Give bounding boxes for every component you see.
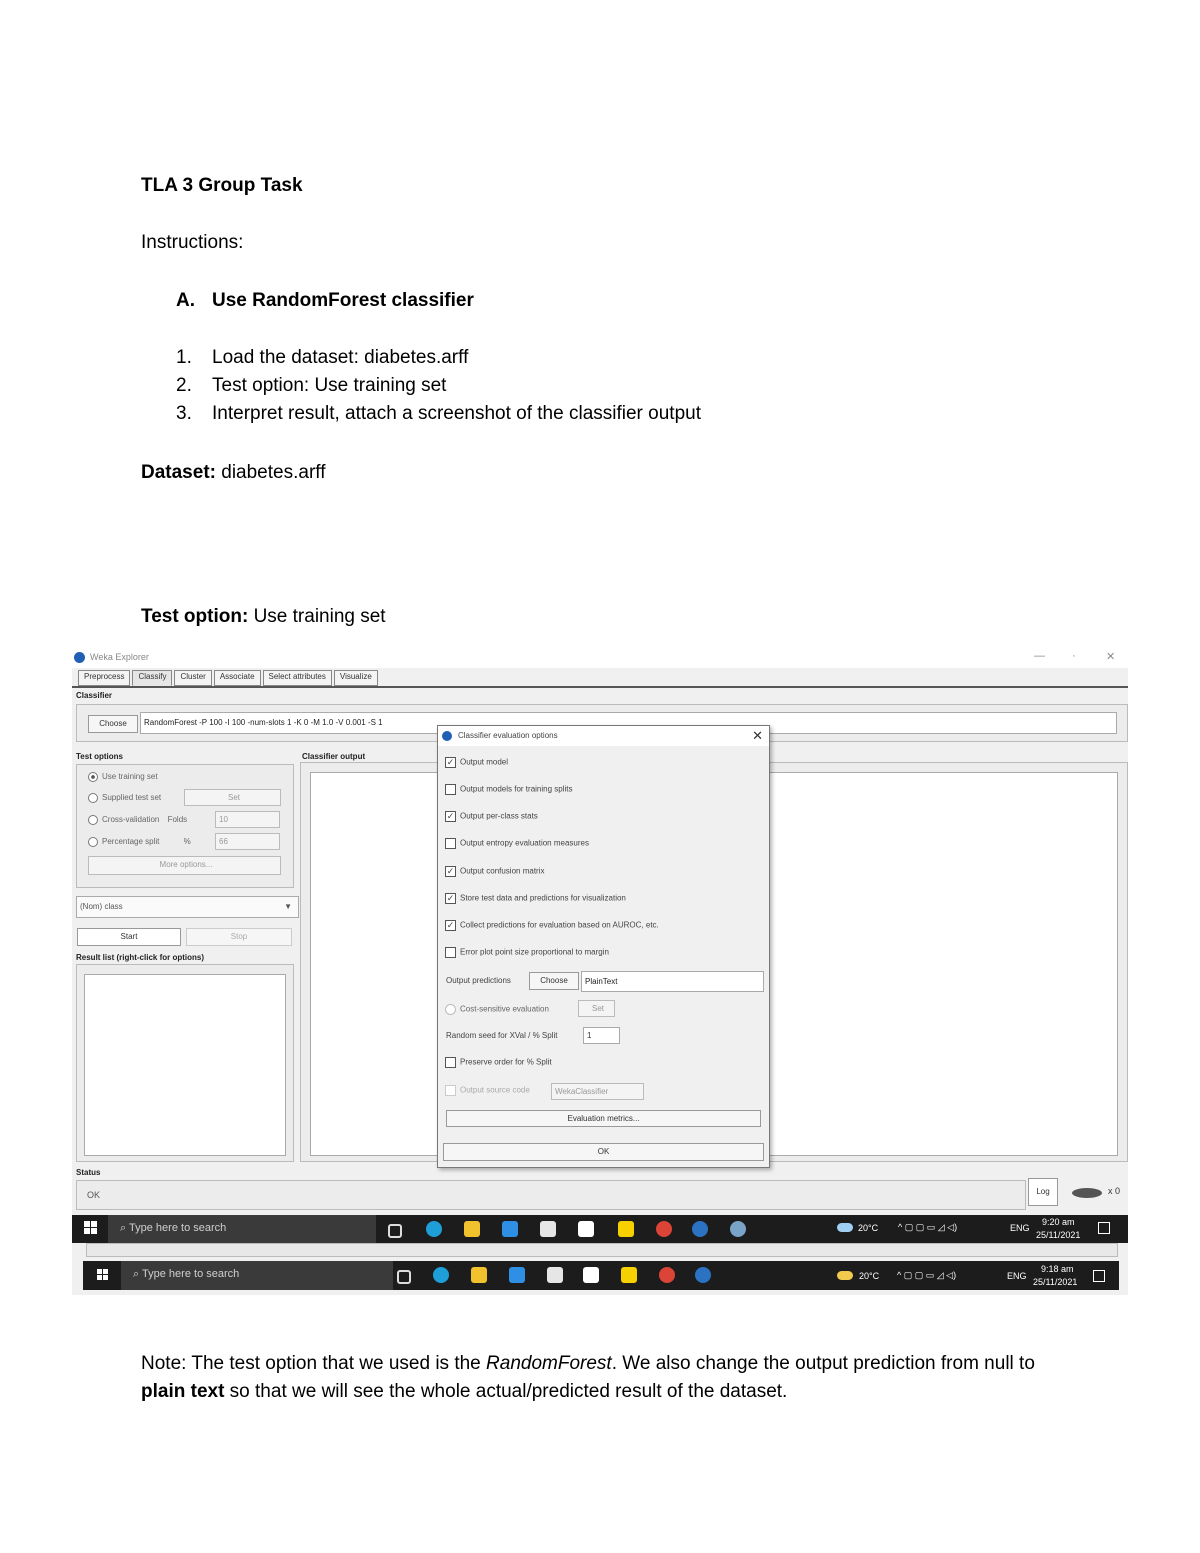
- clock-time: 9:20 am: [1042, 1217, 1075, 1227]
- percent-input[interactable]: 66: [215, 833, 280, 850]
- taskbar-search-input[interactable]: [121, 1261, 393, 1290]
- weka-taskbar-icon[interactable]: [692, 1221, 708, 1237]
- classifier-output-label: Classifier output: [302, 752, 366, 761]
- dialog-close-button[interactable]: ✕: [752, 728, 763, 743]
- percent-label: %: [183, 837, 191, 847]
- option-label: Cost-sensitive evaluation: [460, 1004, 549, 1014]
- evaluation-options-dialog: [437, 725, 770, 1168]
- chrome-icon[interactable]: [656, 1221, 672, 1237]
- stop-button[interactable]: Stop: [186, 928, 292, 946]
- folds-label: Folds: [167, 815, 188, 825]
- option-label: Output confusion matrix: [460, 866, 545, 876]
- output-source-code-option[interactable]: [445, 1085, 530, 1096]
- radio-label: Supplied test set: [102, 793, 162, 803]
- step-number: 3.: [176, 403, 192, 424]
- clock-date: 25/11/2021: [1036, 1230, 1081, 1240]
- edge-icon[interactable]: [433, 1267, 449, 1283]
- sticky-notes-icon[interactable]: [618, 1221, 634, 1237]
- clock-time: 9:18 am: [1041, 1264, 1074, 1274]
- option-output-models-training-splits[interactable]: [445, 784, 573, 795]
- taskbar-lower: [83, 1261, 1119, 1290]
- close-button[interactable]: ✕: [1106, 651, 1116, 663]
- windows-start-icon[interactable]: [84, 1221, 98, 1235]
- list-item: [176, 344, 701, 372]
- section-a-text: Use RandomForest classifier: [212, 290, 474, 311]
- weka-window-title: Weka Explorer: [90, 652, 149, 662]
- checkbox-checked-icon: ✓: [446, 757, 455, 767]
- temperature: 20°C: [858, 1223, 879, 1233]
- step-number: 1.: [176, 347, 192, 368]
- option-label: Collect predictions for evaluation based on AUROC, etc.: [460, 920, 659, 930]
- radio-cross-validation[interactable]: [88, 815, 187, 825]
- step-number: 2.: [176, 375, 192, 396]
- preserve-order-option[interactable]: [445, 1057, 552, 1068]
- option-output-entropy[interactable]: [445, 838, 589, 849]
- option-label: Output entropy evaluation measures: [460, 838, 589, 848]
- python-icon[interactable]: [730, 1221, 746, 1237]
- radio-icon: [88, 815, 98, 825]
- windows-start-icon[interactable]: [97, 1269, 111, 1283]
- output-predictions-choose-button[interactable]: Choose: [529, 972, 579, 990]
- checkbox-icon: [445, 1004, 456, 1015]
- system-tray-icons[interactable]: ^ ▢ ▢ ▭ ◿ ◁): [897, 1270, 957, 1280]
- random-seed-label: Random seed for XVal / % Split: [446, 1031, 558, 1040]
- option-label: Error plot point size proportional to margin: [460, 947, 609, 957]
- system-tray-icons[interactable]: ^ ▢ ▢ ▭ ◿ ◁): [898, 1222, 958, 1232]
- class-select-value: (Nom) class: [80, 902, 123, 911]
- weka-taskbar-icon[interactable]: [695, 1267, 711, 1283]
- result-list[interactable]: [84, 974, 286, 1156]
- tab-divider: [72, 686, 1128, 688]
- ok-button[interactable]: OK: [443, 1143, 764, 1161]
- section-a-letter: A.: [176, 290, 195, 311]
- output-predictions-field[interactable]: PlainText: [581, 971, 764, 992]
- x-count: x 0: [1108, 1186, 1121, 1196]
- radio-label: Percentage split: [102, 837, 160, 847]
- test-option-label: Test option:: [141, 606, 249, 627]
- sticky-notes-icon[interactable]: [621, 1267, 637, 1283]
- clock-date: 25/11/2021: [1033, 1277, 1078, 1287]
- dialog-titlebar: [438, 726, 769, 746]
- dialog-title: Classifier evaluation options: [458, 731, 558, 740]
- chrome-icon[interactable]: [659, 1267, 675, 1283]
- dataset-line: [141, 459, 326, 487]
- search-icon: ⌕: [133, 1268, 140, 1280]
- cost-set-button[interactable]: Set: [578, 1000, 615, 1017]
- radio-use-training-set[interactable]: [88, 772, 158, 782]
- choose-classifier-button[interactable]: Choose: [88, 715, 138, 733]
- edge-icon[interactable]: [426, 1221, 442, 1237]
- underlying-window-strip: [86, 1243, 1118, 1257]
- steps-list: [176, 344, 701, 428]
- note-paragraph: [141, 1350, 1061, 1406]
- tab-select-attributes[interactable]: Select attributes: [263, 670, 332, 686]
- checkbox-icon: [445, 784, 456, 795]
- step-text: Interpret result, attach a screenshot of the classifier output: [212, 403, 701, 424]
- option-label: Output per-class stats: [460, 811, 538, 821]
- option-label: Output models for training splits: [460, 784, 573, 794]
- doc-title: TLA 3 Group Task: [141, 175, 303, 196]
- weka-tabs: [78, 670, 380, 686]
- checkbox-checked-icon: ✓: [446, 920, 455, 930]
- radio-supplied-test-set[interactable]: [88, 793, 161, 803]
- option-output-per-class-stats[interactable]: [445, 811, 538, 822]
- option-store-test-data[interactable]: [445, 893, 626, 904]
- minimize-button[interactable]: —: [1034, 650, 1045, 662]
- supplied-set-button[interactable]: Set: [184, 789, 281, 806]
- checkbox-icon: [445, 947, 456, 958]
- checkbox-checked-icon: ✓: [446, 866, 455, 876]
- tab-cluster[interactable]: Cluster: [174, 670, 211, 686]
- radio-icon: [88, 837, 98, 847]
- option-label: Output model: [460, 757, 509, 767]
- checkbox-icon: [445, 1057, 456, 1068]
- note-mid: . We also change the output prediction from null to: [611, 1353, 1035, 1374]
- option-output-model[interactable]: [445, 757, 508, 768]
- dataset-label: Dataset:: [141, 462, 216, 483]
- maximize-button[interactable]: ·: [1072, 650, 1076, 662]
- notification-icon[interactable]: [1098, 1222, 1110, 1234]
- step-text: Test option: Use training set: [212, 375, 447, 396]
- checkbox-icon: [445, 838, 456, 849]
- chevron-down-icon: ▼: [284, 902, 292, 911]
- note-prefix: Note: The test option that we used is the: [141, 1353, 487, 1374]
- amazon-icon[interactable]: [578, 1221, 594, 1237]
- tab-preprocess[interactable]: Preprocess: [78, 670, 130, 686]
- option-collect-predictions[interactable]: [445, 920, 659, 931]
- dropbox-icon[interactable]: [547, 1267, 563, 1283]
- evaluation-metrics-button[interactable]: Evaluation metrics...: [446, 1110, 761, 1127]
- taskbar-search-input[interactable]: [108, 1215, 376, 1243]
- weka-bird-icon: [1072, 1188, 1102, 1198]
- status-panel: OK: [76, 1180, 1026, 1210]
- radio-percentage-split[interactable]: [88, 837, 191, 847]
- cost-sensitive-option[interactable]: [445, 1004, 549, 1015]
- note-italic: RandomForest: [486, 1353, 612, 1374]
- dataset-value: diabetes.arff: [215, 462, 326, 483]
- task-view-icon[interactable]: [388, 1224, 402, 1238]
- tab-associate[interactable]: Associate: [214, 670, 261, 686]
- option-label: Store test data and predictions for visualization: [460, 893, 626, 903]
- class-select[interactable]: [76, 896, 299, 918]
- tab-classify[interactable]: Classify: [132, 670, 172, 686]
- checkbox-icon: [445, 1085, 456, 1096]
- search-placeholder: Type here to search: [142, 1268, 240, 1280]
- weka-bird-icon: [74, 652, 85, 663]
- taskbar-upper: [72, 1215, 1128, 1243]
- amazon-icon[interactable]: [583, 1267, 599, 1283]
- temperature: 20°C: [859, 1271, 880, 1281]
- random-seed-input[interactable]: 1: [583, 1027, 620, 1044]
- task-view-icon[interactable]: [397, 1270, 411, 1284]
- instructions-label: Instructions:: [141, 232, 244, 253]
- output-predictions-label: Output predictions: [446, 976, 511, 985]
- option-output-confusion-matrix[interactable]: [445, 866, 544, 877]
- language-indicator[interactable]: ENG: [1010, 1223, 1030, 1233]
- weka-bird-icon: [442, 731, 452, 741]
- note-end: so that we will see the whole actual/predicted result of the dataset.: [224, 1381, 788, 1402]
- file-explorer-icon[interactable]: [464, 1221, 480, 1237]
- status-label: Status: [76, 1168, 101, 1177]
- weather-icon: [837, 1271, 853, 1280]
- tab-visualize[interactable]: Visualize: [334, 670, 378, 686]
- more-options-button[interactable]: More options...: [88, 856, 281, 875]
- file-explorer-icon[interactable]: [471, 1267, 487, 1283]
- radio-icon: [88, 793, 98, 803]
- weka-screenshot: [72, 648, 1128, 1295]
- classifier-field[interactable]: RandomForest -P 100 -I 100 -num-slots 1 -K 0 -M 1.0 -V 0.001 -S 1: [140, 712, 1117, 734]
- step-text: Load the dataset: diabetes.arff: [212, 347, 469, 368]
- test-options-label: Test options: [76, 752, 123, 761]
- list-item: [176, 400, 701, 428]
- start-button[interactable]: Start: [77, 928, 181, 946]
- output-source-field[interactable]: WekaClassifier: [551, 1083, 644, 1100]
- mail-icon[interactable]: [502, 1221, 518, 1237]
- dropbox-icon[interactable]: [540, 1221, 556, 1237]
- radio-label: Use training set: [102, 772, 158, 782]
- list-item: [176, 372, 701, 400]
- mail-icon[interactable]: [509, 1267, 525, 1283]
- option-error-plot[interactable]: [445, 947, 609, 958]
- section-a: [176, 287, 474, 315]
- weather-icon: [837, 1223, 853, 1232]
- log-button[interactable]: Log: [1028, 1178, 1058, 1206]
- folds-input[interactable]: 10: [215, 811, 280, 828]
- note-bold: plain text: [141, 1381, 225, 1402]
- weka-titlebar: [72, 648, 1128, 668]
- test-option-line: [141, 603, 386, 631]
- classifier-label: Classifier: [76, 691, 113, 700]
- option-label: Output source code: [460, 1085, 530, 1095]
- option-label: Preserve order for % Split: [460, 1057, 552, 1067]
- search-placeholder: Type here to search: [129, 1222, 227, 1234]
- language-indicator[interactable]: ENG: [1007, 1271, 1027, 1281]
- test-option-value: Use training set: [248, 606, 386, 627]
- checkbox-checked-icon: ✓: [446, 893, 455, 903]
- checkbox-checked-icon: ✓: [446, 811, 455, 821]
- result-list-label: Result list (right-click for options): [76, 953, 205, 962]
- notification-icon[interactable]: [1093, 1270, 1105, 1282]
- search-icon: ⌕: [120, 1222, 127, 1234]
- radio-label: Cross-validation: [102, 815, 160, 825]
- radio-selected-icon: [88, 772, 98, 782]
